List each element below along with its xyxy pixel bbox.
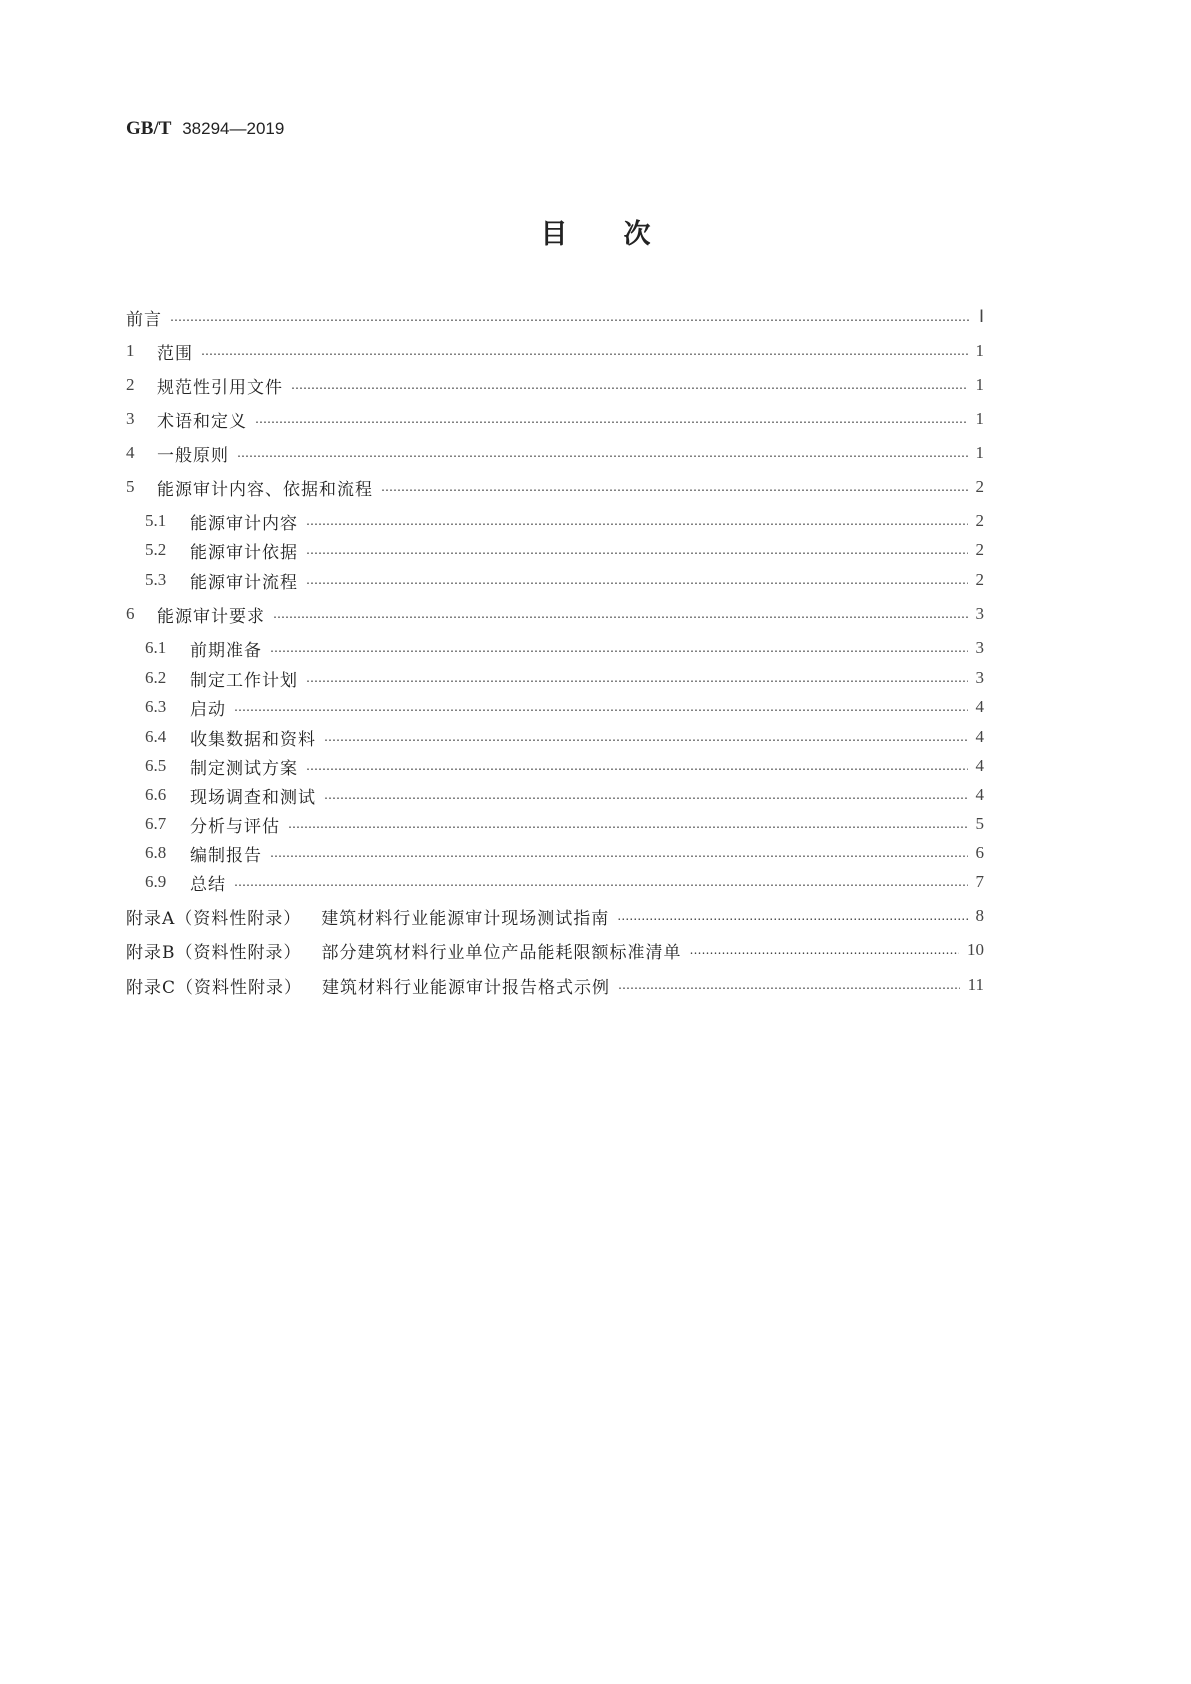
toc-number: 6.1 bbox=[145, 638, 167, 657]
toc-number: 附录C（资料性附录） bbox=[126, 977, 303, 998]
toc-item[interactable] bbox=[145, 783, 984, 807]
toc-item[interactable] bbox=[126, 407, 984, 431]
toc-number: 6.4 bbox=[145, 727, 167, 746]
page-title: 目次 bbox=[540, 219, 707, 250]
toc-page: 3 bbox=[975, 604, 984, 623]
toc-label: 一般原则 bbox=[157, 445, 229, 466]
toc-label: 制定测试方案 bbox=[190, 758, 298, 779]
toc-page: Ⅰ bbox=[978, 307, 984, 326]
toc-leader bbox=[306, 543, 968, 557]
toc-label: 范围 bbox=[157, 343, 193, 364]
toc-number: 5.1 bbox=[145, 511, 167, 530]
toc-page: 7 bbox=[975, 872, 984, 891]
toc-page: 8 bbox=[975, 906, 984, 925]
toc-item[interactable] bbox=[126, 475, 984, 499]
toc-leader bbox=[617, 909, 967, 923]
toc-label: 规范性引用文件 bbox=[157, 377, 283, 398]
toc-leader bbox=[255, 412, 968, 426]
toc-page: 1 bbox=[975, 443, 984, 462]
toc-leader bbox=[690, 943, 960, 957]
toc-page: 4 bbox=[975, 727, 984, 746]
standard-code: 38294—2019 bbox=[182, 119, 285, 138]
toc-page: 3 bbox=[975, 638, 984, 657]
toc-number: 3 bbox=[126, 409, 135, 428]
toc-item[interactable] bbox=[126, 602, 984, 626]
toc-number: 5 bbox=[126, 477, 135, 496]
toc-label: 能源审计要求 bbox=[157, 606, 265, 627]
toc-number: 附录B（资料性附录） bbox=[126, 942, 302, 963]
toc-item[interactable] bbox=[145, 568, 984, 592]
toc-item[interactable] bbox=[145, 870, 984, 894]
toc-leader bbox=[237, 446, 968, 460]
toc-number: 6.5 bbox=[145, 756, 167, 775]
toc-label: 前言 bbox=[126, 309, 162, 330]
toc-page: 11 bbox=[967, 975, 984, 994]
toc-number: 6.2 bbox=[145, 668, 167, 687]
toc-page: 4 bbox=[975, 785, 984, 804]
toc-label: 术语和定义 bbox=[157, 411, 247, 432]
toc-leader bbox=[270, 846, 968, 860]
toc-label: 能源审计内容、依据和流程 bbox=[157, 479, 373, 500]
standard-prefix: GB/T bbox=[126, 118, 172, 139]
toc-item[interactable] bbox=[145, 812, 984, 836]
toc-number: 4 bbox=[126, 443, 135, 462]
toc-number: 1 bbox=[126, 341, 135, 360]
toc-leader bbox=[324, 788, 968, 802]
toc-label: 编制报告 bbox=[190, 845, 262, 866]
toc-item[interactable] bbox=[145, 725, 984, 749]
toc-item[interactable] bbox=[126, 373, 984, 397]
toc-number: 6.9 bbox=[145, 872, 167, 891]
toc-leader bbox=[234, 875, 968, 889]
toc-page: 6 bbox=[975, 843, 984, 862]
toc-leader bbox=[291, 378, 968, 392]
toc-leader bbox=[170, 310, 971, 324]
toc-page: 4 bbox=[975, 756, 984, 775]
toc-page: 1 bbox=[975, 375, 984, 394]
toc-number: 2 bbox=[126, 375, 135, 394]
toc-label: 收集数据和资料 bbox=[190, 729, 316, 750]
toc-number: 6.6 bbox=[145, 785, 167, 804]
toc-leader bbox=[618, 978, 960, 992]
toc-label: 总结 bbox=[190, 874, 226, 895]
toc-label: 启动 bbox=[190, 699, 226, 720]
toc-number: 5.3 bbox=[145, 570, 167, 589]
toc-label: 现场调查和测试 bbox=[190, 787, 316, 808]
toc-label: 能源审计流程 bbox=[190, 572, 298, 593]
toc-number: 6 bbox=[126, 604, 135, 623]
toc-item[interactable] bbox=[145, 695, 984, 719]
toc-leader bbox=[201, 344, 968, 358]
toc-page: 3 bbox=[975, 668, 984, 687]
toc-item[interactable] bbox=[126, 938, 984, 962]
toc-leader bbox=[273, 607, 968, 621]
toc-item[interactable] bbox=[145, 636, 984, 660]
toc-item[interactable] bbox=[126, 973, 984, 997]
toc-item[interactable] bbox=[145, 538, 984, 562]
toc-leader bbox=[288, 817, 968, 831]
toc-number: 6.8 bbox=[145, 843, 167, 862]
toc-page: 2 bbox=[975, 540, 984, 559]
toc-number: 附录A（资料性附录） bbox=[126, 908, 302, 929]
toc-page: 1 bbox=[975, 341, 984, 360]
toc-leader bbox=[306, 514, 968, 528]
toc-item[interactable] bbox=[145, 666, 984, 690]
toc-item[interactable] bbox=[145, 841, 984, 865]
toc-page: 5 bbox=[975, 814, 984, 833]
toc-label: 能源审计依据 bbox=[190, 542, 298, 563]
toc-label: 分析与评估 bbox=[190, 816, 280, 837]
toc-number: 6.3 bbox=[145, 697, 167, 716]
toc-leader bbox=[306, 573, 968, 587]
toc-label: 建筑材料行业能源审计报告格式示例 bbox=[322, 977, 611, 998]
toc-label: 前期准备 bbox=[190, 640, 262, 661]
toc-leader bbox=[306, 671, 968, 685]
toc-page: 2 bbox=[975, 477, 984, 496]
toc-label: 建筑材料行业能源审计现场测试指南 bbox=[321, 908, 610, 929]
toc-page: 2 bbox=[975, 511, 984, 530]
standard-number bbox=[126, 118, 284, 140]
toc-item[interactable] bbox=[126, 904, 984, 928]
toc-label: 部分建筑材料行业单位产品能耗限额标准清单 bbox=[321, 942, 682, 963]
toc-leader bbox=[234, 700, 968, 714]
toc-label: 制定工作计划 bbox=[190, 670, 298, 691]
toc-leader bbox=[306, 759, 968, 773]
toc-item[interactable] bbox=[126, 305, 984, 329]
toc-item[interactable] bbox=[145, 754, 984, 778]
toc-number: 6.7 bbox=[145, 814, 167, 833]
toc-page: 10 bbox=[967, 940, 984, 959]
toc-page: 4 bbox=[975, 697, 984, 716]
toc-number: 5.2 bbox=[145, 540, 167, 559]
toc-item[interactable] bbox=[126, 339, 984, 363]
toc-leader bbox=[324, 730, 968, 744]
toc-page: 1 bbox=[975, 409, 984, 428]
toc-page: 2 bbox=[975, 570, 984, 589]
toc-leader bbox=[381, 480, 968, 494]
toc-item[interactable] bbox=[126, 441, 984, 465]
toc-item[interactable] bbox=[145, 509, 984, 533]
toc-label: 能源审计内容 bbox=[190, 513, 298, 534]
toc-leader bbox=[270, 641, 968, 655]
